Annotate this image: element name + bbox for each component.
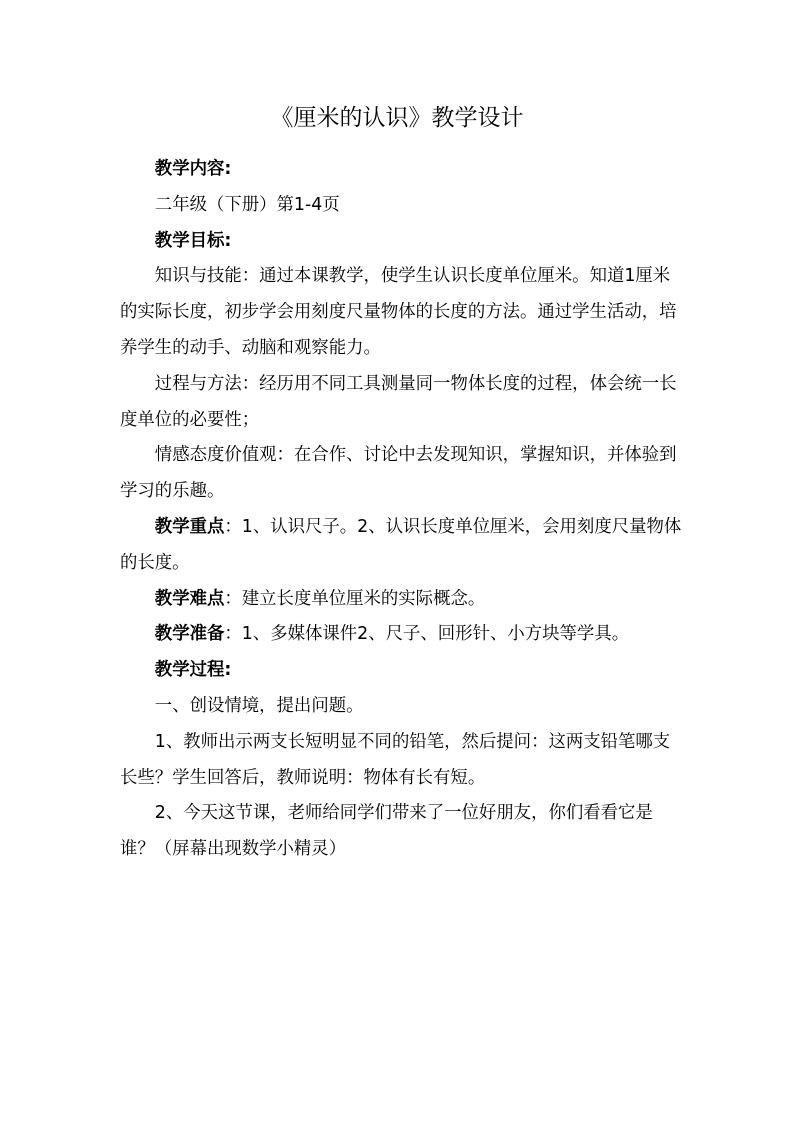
- difficulty-text: ：建立长度单位厘米的实际概念。: [224, 588, 486, 609]
- teaching-content-heading: 教学内容:: [154, 159, 232, 179]
- step1-heading: 一、创设情境，提出问题。: [154, 695, 364, 716]
- objective-emotion-values: 情感态度价值观：在合作、讨论中去发现知识，掌握知识，并体验到学习的乐趣。: [120, 445, 677, 502]
- step1-item2: 2、今天这节课，老师给同学们带来了一位好朋友，你们看看它是谁？（屏幕出现数学小精灵）: [120, 803, 653, 860]
- key-points-paragraph: [120, 510, 685, 582]
- teaching-objectives-heading: 教学目标:: [154, 230, 232, 251]
- preparation-label: 教学准备: [154, 624, 225, 645]
- document-title: 《厘米的认识》教学设计: [270, 105, 524, 131]
- key-points-label: 教学重点: [154, 516, 225, 537]
- teaching-content-value: 二年级（下册）第1-4页: [154, 194, 340, 215]
- objective-process-methods: 过程与方法：经历用不同工具测量同一物体长度的过程，体会统一长度单位的必要性；: [120, 373, 677, 430]
- key-points-text: ：1、认识尺子。2、认识长度单位厘米，会用刻度尺量物体的长度。: [120, 516, 682, 573]
- document-body: [120, 152, 685, 868]
- difficulty-label: 教学难点: [154, 588, 225, 609]
- teaching-process-heading: 教学过程:: [154, 660, 232, 681]
- step1-item1: 1、教师出示两支长短明显不同的铅笔，然后提问：这两支铅笔哪支长些？学生回答后，教师说明：物体有长有短。: [120, 731, 671, 788]
- preparation-paragraph: [120, 617, 685, 653]
- preparation-text: ：1、多媒体课件2、尺子、回形针、小方块等学具。: [224, 624, 630, 645]
- objective-knowledge-skills: 知识与技能：通过本课教学，使学生认识长度单位厘米。知道1厘米的实际长度，初步学会用刻度尺量物体的长度的方法。通过学生活动，培养学生的动手、动脑和观察能力。: [120, 266, 677, 358]
- difficulty-paragraph: [120, 582, 685, 618]
